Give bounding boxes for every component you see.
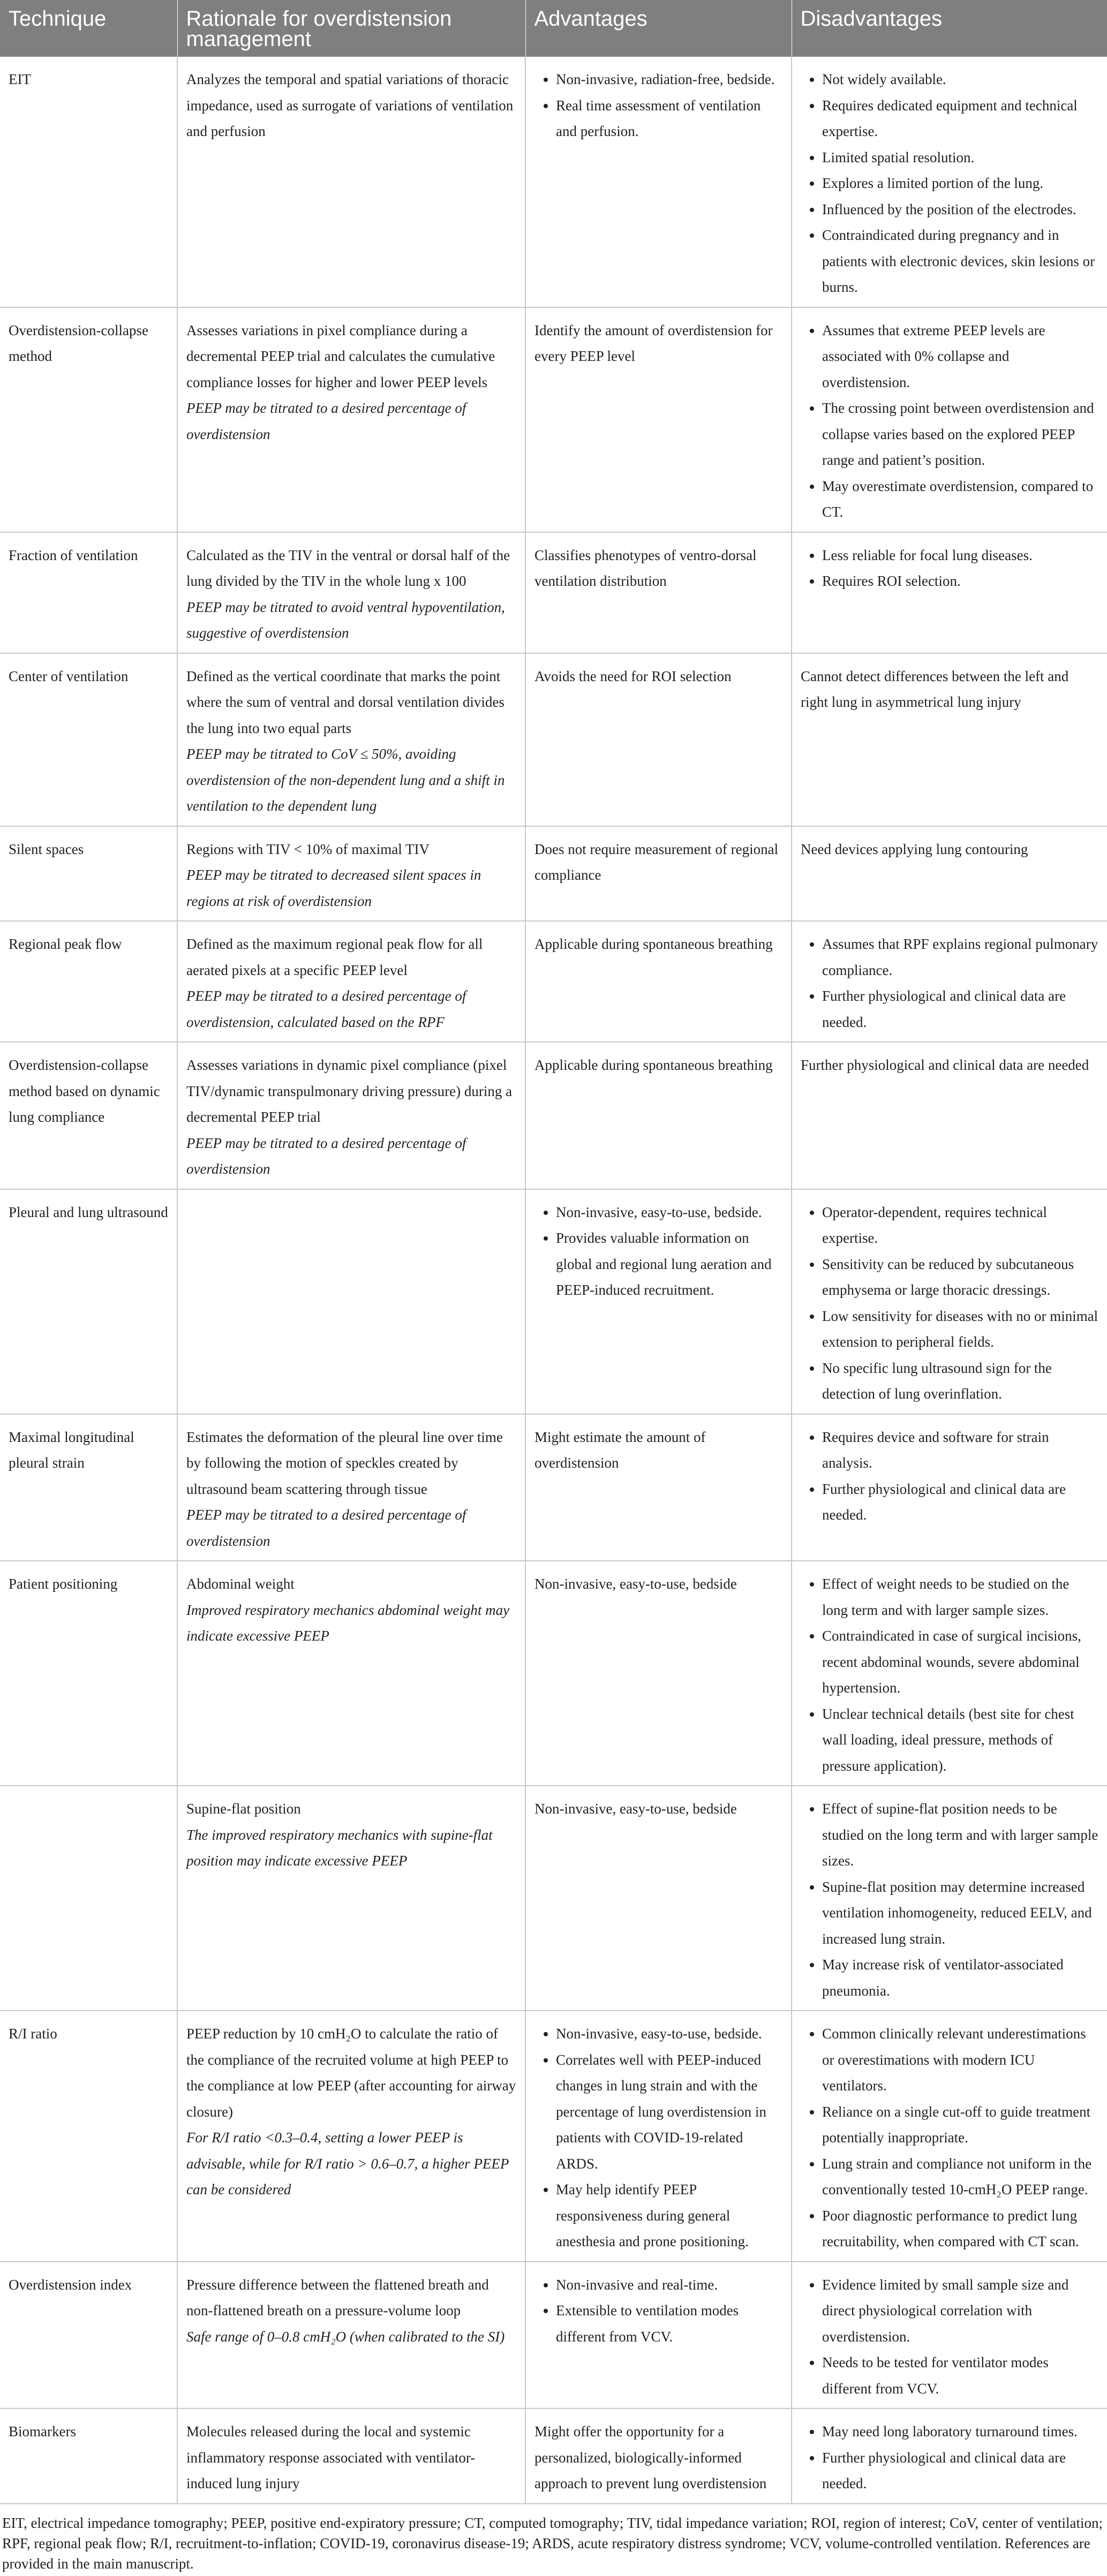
advantages-list <box>534 2021 782 2255</box>
list-item: • Contraindicated during pregnancy and in patients with electronic devices, skin lesions or burns. <box>822 222 1098 300</box>
advantages-cell <box>525 653 792 826</box>
disadvantages-list <box>801 2021 1098 2255</box>
header-advantages: Advantages <box>525 0 792 57</box>
technique-cell: Center of ventilation <box>0 653 177 826</box>
table-row <box>0 1042 1107 1189</box>
table-footnote: EIT, electrical impedance tomography; PEEP, positive end-expiratory pressure; CT, computed tomography; TIV, tidal impedance variation; ROI, region of interest; CoV, center of ventilation; RPF, regional peak flow; R/I, recruitment-to-inflation; COVID-19, coronavirus disease-19; ARDS, acute respiratory distress syndrome; VCV, volume-controlled ventilation. References are provided in the main manuscript. <box>2 2514 1103 2572</box>
disadvantages-list <box>801 2419 1098 2497</box>
advantages-cell <box>525 532 792 653</box>
advantages-text: Might offer the opportunity for a personalized, biologically-informed approach to prevent lung overdistension <box>534 2423 767 2491</box>
advantages-list <box>534 66 782 145</box>
table-row <box>0 2011 1107 2262</box>
table-row <box>0 1189 1107 1414</box>
disadvantages-list <box>801 1424 1098 1528</box>
list-item: • May overestimate overdistension, compared to CT. <box>822 473 1098 525</box>
list-item: • Supine-flat position may determine increased ventilation inhomogeneity, reduced EELV, and increased lung strain. <box>822 1874 1098 1952</box>
technique-cell: Overdistension-collapse method <box>0 307 177 532</box>
rationale-note: The improved respiratory mechanics with supine-flat position may indicate excessive PEEP <box>186 1826 493 1869</box>
disadvantages-list <box>801 1199 1098 1407</box>
list-item: • Requires device and software for strain analysis. <box>822 1424 1098 1476</box>
rationale-cell <box>177 307 525 532</box>
rationale-note: PEEP may be titrated to a desired percentage of overdistension <box>186 1507 466 1549</box>
list-item: • May need long laboratory turnaround times. <box>822 2419 1098 2445</box>
advantages-text: Does not require measurement of regional compliance <box>534 841 779 883</box>
rationale-note: PEEP may be titrated to avoid ventral hypoventilation, suggestive of overdistension <box>186 599 505 641</box>
advantages-list <box>534 2272 782 2350</box>
header-disadvantages: Disadvantages <box>792 0 1107 57</box>
list-item: • Lung strain and compliance not uniform in the conventionally tested 10-cmH₂O PEEP range. <box>822 2151 1098 2203</box>
technique-cell: Overdistension index <box>0 2262 177 2409</box>
disadvantages-text: Cannot detect differences between the left and right lung in asymmetrical lung injury <box>801 668 1069 710</box>
disadvantages-list <box>801 66 1098 300</box>
rationale-cell <box>177 1561 525 1786</box>
disadvantages-cell <box>792 532 1107 653</box>
advantages-cell <box>525 826 792 921</box>
table-row <box>0 1786 1107 2011</box>
list-item: • Correlates well with PEEP-induced changes in lung strain and with the percentage of lung overdistension in patients with COVID-19-related ARDS. <box>556 2047 782 2177</box>
list-item: • Further physiological and clinical data are needed. <box>822 1476 1098 1528</box>
list-item: • Contraindicated in case of surgical incisions, recent abdominal wounds, severe abdominal hypertension. <box>822 1623 1098 1701</box>
list-item: • Non-invasive, easy-to-use, bedside. <box>556 1199 782 1226</box>
advantages-text: Classifies phenotypes of ventro-dorsal ventilation distribution <box>534 547 757 589</box>
advantages-cell <box>525 57 792 307</box>
rationale-text: Calculated as the TIV in the ventral or dorsal half of the lung divided by the TIV in the whole lung x 100 <box>186 547 510 589</box>
advantages-cell <box>525 307 792 532</box>
rationale-text: PEEP reduction by 10 cmH₂O to calculate the ratio of the compliance of the recruited volume at high PEEP to the compliance at low PEEP (after accounting for airway closure) <box>186 2026 516 2120</box>
advantages-cell <box>525 921 792 1042</box>
disadvantages-cell <box>792 2408 1107 2504</box>
advantages-text: Might estimate the amount of overdistension <box>534 1429 706 1471</box>
rationale-note: Improved respiratory mechanics abdominal weight may indicate excessive PEEP <box>186 1601 510 1644</box>
disadvantages-cell <box>792 1189 1107 1414</box>
table-body <box>0 57 1107 2504</box>
advantages-text: Non-invasive, easy-to-use, bedside <box>534 1801 737 1817</box>
list-item: • Real time assessment of ventilation and perfusion. <box>556 93 782 145</box>
rationale-text: Abdominal weight <box>186 1576 295 1592</box>
technique-cell: EIT <box>0 57 177 307</box>
rationale-cell <box>177 1042 525 1189</box>
advantages-cell <box>525 1042 792 1189</box>
table-row <box>0 532 1107 653</box>
list-item: • May increase risk of ventilator-associated pneumonia. <box>822 1952 1098 2004</box>
technique-cell: R/I ratio <box>0 2011 177 2262</box>
list-item: • Non-invasive, radiation-free, bedside. <box>556 66 782 93</box>
list-item: • Further physiological and clinical data are needed. <box>822 2445 1098 2497</box>
rationale-text: Defined as the vertical coordinate that marks the point where the sum of ventral and dorsal ventilation divides the lung into two equal parts <box>186 668 504 736</box>
rationale-note: PEEP may be titrated to decreased silent spaces in regions at risk of overdistension <box>186 867 481 909</box>
rationale-note: For R/I ratio <0.3–0.4, setting a lower PEEP is advisable, while for R/I ratio > 0.6–0.7, a higher PEEP can be considered <box>186 2129 509 2197</box>
rationale-note: PEEP may be titrated to a desired percentage of overdistension <box>186 400 466 442</box>
list-item: • No specific lung ultrasound sign for the detection of lung overinflation. <box>822 1355 1098 1407</box>
rationale-note: Safe range of 0–0.8 cmH₂O (when calibrated to the SI) <box>186 2328 505 2345</box>
disadvantages-cell <box>792 2262 1107 2409</box>
list-item: • Assumes that extreme PEEP levels are associated with 0% collapse and overdistension. <box>822 318 1098 396</box>
rationale-text: Molecules released during the local and systemic inflammatory response associated with ventilator-induced lung injury <box>186 2423 476 2491</box>
rationale-text: Defined as the maximum regional peak flow for all aerated pixels at a specific PEEP level <box>186 936 483 978</box>
list-item: • Requires ROI selection. <box>822 568 1098 594</box>
rationale-text: Supine-flat position <box>186 1801 301 1817</box>
list-item: • The crossing point between overdistension and collapse varies based on the explored PEEP range and patient’s position. <box>822 395 1098 473</box>
advantages-cell <box>525 1786 792 2011</box>
table-row <box>0 57 1107 307</box>
list-item: • Extensible to ventilation modes different from VCV. <box>556 2298 782 2350</box>
disadvantages-cell <box>792 1042 1107 1189</box>
list-item: • Evidence limited by small sample size and direct physiological correlation with overdistension. <box>822 2272 1098 2350</box>
advantages-cell <box>525 1561 792 1786</box>
rationale-cell <box>177 1786 525 2011</box>
table-row <box>0 1561 1107 1786</box>
list-item: • Not widely available. <box>822 66 1098 93</box>
rationale-note: PEEP may be titrated to a desired percentage of overdistension, calculated based on the RPF <box>186 988 466 1030</box>
disadvantages-cell <box>792 307 1107 532</box>
technique-cell: Overdistension-collapse method based on dynamic lung compliance <box>0 1042 177 1189</box>
technique-cell: Pleural and lung ultrasound <box>0 1189 177 1414</box>
list-item: • Sensitivity can be reduced by subcutaneous emphysema or large thoracic dressings. <box>822 1251 1098 1303</box>
rationale-note: PEEP may be titrated to a desired percentage of overdistension <box>186 1135 466 1177</box>
disadvantages-text: Need devices applying lung contouring <box>801 841 1028 857</box>
table-row <box>0 2262 1107 2409</box>
rationale-cell <box>177 532 525 653</box>
disadvantages-cell <box>792 921 1107 1042</box>
list-item: • Provides valuable information on global and regional lung aeration and PEEP-induced recruitment. <box>556 1225 782 1303</box>
list-item: • Non-invasive and real-time. <box>556 2272 782 2298</box>
list-item: • Needs to be tested for ventilator modes different from VCV. <box>822 2350 1098 2401</box>
list-item: • Poor diagnostic performance to predict lung recruitability, when compared with CT scan. <box>822 2203 1098 2255</box>
list-item: • Explores a limited portion of the lung. <box>822 170 1098 197</box>
technique-cell <box>0 1786 177 2011</box>
disadvantages-text: Further physiological and clinical data are needed <box>801 1057 1089 1073</box>
rationale-cell <box>177 1414 525 1561</box>
advantages-cell <box>525 2262 792 2409</box>
technique-cell: Maximal longitudinal pleural strain <box>0 1414 177 1561</box>
disadvantages-cell <box>792 1786 1107 2011</box>
list-item: • Effect of weight needs to be studied on the long term and with larger sample sizes. <box>822 1571 1098 1623</box>
advantages-text: Non-invasive, easy-to-use, bedside <box>534 1576 737 1592</box>
advantages-text: Applicable during spontaneous breathing <box>534 936 773 952</box>
rationale-text: Analyzes the temporal and spatial variations of thoracic impedance, used as surrogate of variations of ventilation and perfusion <box>186 71 514 139</box>
table-row <box>0 307 1107 532</box>
technique-cell: Biomarkers <box>0 2408 177 2504</box>
table-row <box>0 921 1107 1042</box>
list-item: • Effect of supine-flat position needs to be studied on the long term and with larger sample sizes. <box>822 1796 1098 1874</box>
disadvantages-cell <box>792 826 1107 921</box>
table-row <box>0 653 1107 826</box>
rationale-text: Assesses variations in pixel compliance during a decremental PEEP trial and calculates the cumulative compliance losses for higher and lower PEEP levels <box>186 322 495 390</box>
header-technique: Technique <box>0 0 177 57</box>
rationale-cell <box>177 2408 525 2504</box>
disadvantages-list <box>801 1571 1098 1779</box>
table-row <box>0 826 1107 921</box>
technique-cell: Regional peak flow <box>0 921 177 1042</box>
list-item: • Limited spatial resolution. <box>822 145 1098 171</box>
list-item: • Assumes that RPF explains regional pulmonary compliance. <box>822 931 1098 983</box>
disadvantages-list <box>801 931 1098 1035</box>
list-item: • Operator-dependent, requires technical expertise. <box>822 1199 1098 1251</box>
list-item: • Less reliable for focal lung diseases. <box>822 542 1098 569</box>
list-item: • Further physiological and clinical data are needed. <box>822 983 1098 1035</box>
rationale-cell <box>177 57 525 307</box>
disadvantages-cell <box>792 653 1107 826</box>
list-item: • May help identify PEEP responsiveness during general anesthesia and prone positioning. <box>556 2177 782 2255</box>
disadvantages-list <box>801 1796 1098 2004</box>
advantages-cell <box>525 2011 792 2262</box>
list-item: • Influenced by the position of the electrodes. <box>822 197 1098 223</box>
disadvantages-cell <box>792 2011 1107 2262</box>
list-item: • Unclear technical details (best site for chest wall loading, ideal pressure, methods of pressure application). <box>822 1701 1098 1779</box>
disadvantages-list <box>801 542 1098 594</box>
rationale-text: Estimates the deformation of the pleural line over time by following the motion of speckles created by ultrasound beam scattering through tissue <box>186 1429 503 1497</box>
disadvantages-cell <box>792 1414 1107 1561</box>
technique-cell: Patient positioning <box>0 1561 177 1786</box>
header-rationale: Rationale for overdistension management <box>177 0 525 57</box>
rationale-cell <box>177 921 525 1042</box>
advantages-cell <box>525 1414 792 1561</box>
technique-cell: Silent spaces <box>0 826 177 921</box>
rationale-text: Regions with TIV < 10% of maximal TIV <box>186 841 430 857</box>
rationale-cell <box>177 2262 525 2409</box>
advantages-cell <box>525 1189 792 1414</box>
advantages-text: Identify the amount of overdistension for every PEEP level <box>534 322 773 364</box>
rationale-text: Assesses variations in dynamic pixel compliance (pixel TIV/dynamic transpulmonary driving pressure) during a decremental PEEP trial <box>186 1057 513 1125</box>
rationale-note: PEEP may be titrated to CoV ≤ 50%, avoiding overdistension of the non-dependent lung and a shift in ventilation to the dependent lung <box>186 746 505 814</box>
advantages-text: Applicable during spontaneous breathing <box>534 1057 773 1073</box>
list-item: • Low sensitivity for diseases with no or minimal extension to peripheral fields. <box>822 1303 1098 1355</box>
disadvantages-list <box>801 2272 1098 2402</box>
table-row <box>0 2408 1107 2504</box>
rationale-cell <box>177 2011 525 2262</box>
rationale-cell <box>177 826 525 921</box>
rationale-cell <box>177 1189 525 1414</box>
technique-cell: Fraction of ventilation <box>0 532 177 653</box>
rationale-cell <box>177 653 525 826</box>
advantages-text: Avoids the need for ROI selection <box>534 668 732 684</box>
disadvantages-list <box>801 318 1098 525</box>
table-row <box>0 1414 1107 1561</box>
disadvantages-cell <box>792 57 1107 307</box>
list-item: • Requires dedicated equipment and technical expertise. <box>822 93 1098 145</box>
list-item: • Non-invasive, easy-to-use, bedside. <box>556 2021 782 2047</box>
disadvantages-cell <box>792 1561 1107 1786</box>
rationale-text: Pressure difference between the flattened breath and non-flattened breath on a pressure-volume loop <box>186 2276 489 2318</box>
advantages-list <box>534 1199 782 1303</box>
list-item: • Common clinically relevant underestimations or overestimations with modern ICU ventilators. <box>822 2021 1098 2099</box>
table-header-row <box>0 0 1107 57</box>
list-item: • Reliance on a single cut-off to guide treatment potentially inappropriate. <box>822 2099 1098 2151</box>
advantages-cell <box>525 2408 792 2504</box>
